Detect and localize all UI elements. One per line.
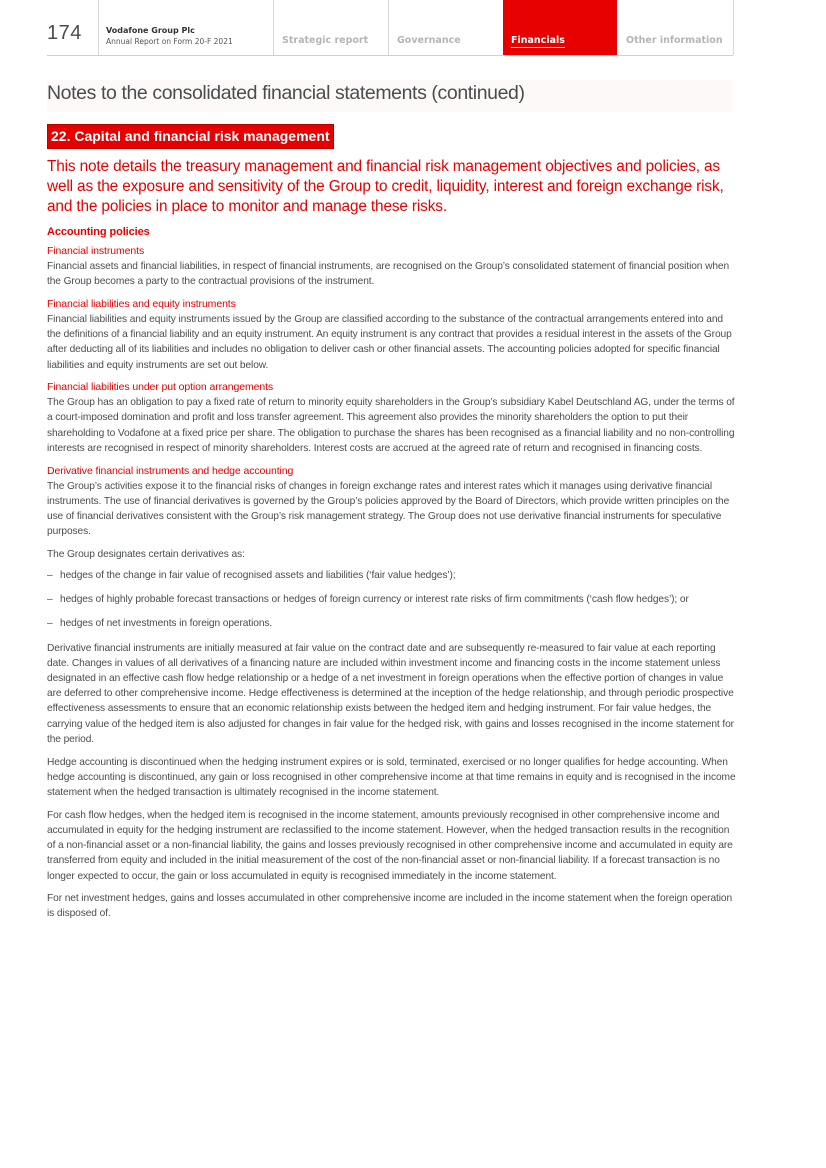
measurement-paragraph: Derivative financial instruments are initially measured at fair value on the contract date and are subsequently re-measured to fair value at each reporting date. Changes in values of all derivatives of a financing nature are included within investment income and financing costs in the income statement unless designated in an effective cash flow hedge relationship or a hedge of a net investment in foreign operations when the effective portion of changes in value are deferred to other comprehensive income. Hedge effectiveness is determined at the inception of the hedge relationship, and through periodic prospective effectiveness assessments to ensure that an economic relationship exists between the hedged item and hedging instrument. For fair value hedges, the carrying value of the hedged item is also adjusted for changes in fair value for the hedged risk, with gains and losses recognised in the income statement for the period.: [47, 642, 734, 745]
nav-tab-strategic-report[interactable]: Strategic report: [273, 0, 388, 55]
discontinued-paragraph: Hedge accounting is discontinued when the hedging instrument expires or is sold, terminated, exercised or no longer qualifies for hedge accounting. When hedge accounting is discontinued, any gain or loss recognised in other comprehensive income at that time remains in equity and is recognised in the income statement when the hedged transaction is ultimately recognised in the income statement.: [47, 756, 736, 798]
hedge-type-list: [47, 568, 737, 632]
company-name: Vodafone Group Plc: [106, 26, 195, 35]
put-option-text: The Group has an obligation to pay a fixed rate of return to minority equity shareholders in the Group’s subsidiary Kabel Deutschland AG, under the terms of a court-imposed domination and profit and loss transfer agreement. This agreement also provides the minority shareholders the option to put their shareholding to Vodafone at a fixed price per share. The obligation to purchase the shares has been recognised as a financial liability and no non-controlling interests are recognised in respect of minority shareholders. Interest costs are accrued at the agreed rate of return and recognised in financing costs.: [47, 397, 735, 454]
derivatives-heading: Derivative financial instruments and hedge accounting: [47, 464, 294, 477]
accounting-policies-heading: Accounting policies: [47, 226, 150, 238]
brand-block: [106, 26, 233, 47]
cash-flow-hedge-paragraph: For cash flow hedges, when the hedged item is recognised in the income statement, amounts previously recognised in other comprehensive income and accumulated in equity for the hedging instrument are reclassified to the income statement. However, when the hedged transaction results in the recognition of a non-financial asset or a non-financial liability, the gains and losses previously recognised in other comprehensive income and accumulated in equity are transferred from equity and included in the initial measurement of the cost of the non-financial asset or non-financial liability. If a forecast transaction is no longer expected to occur, the gain or loss accumulated in equity is recognised immediately in the income statement.: [47, 809, 733, 882]
nav-tab-financials[interactable]: Financials: [503, 0, 617, 55]
header-divider: [98, 0, 99, 55]
note-heading: 22. Capital and financial risk management: [47, 124, 334, 149]
nav-tab-governance[interactable]: Governance: [388, 0, 503, 55]
list-item: – hedges of highly probable forecast transactions or hedges of foreign currency or interest rate risks of firm commitments (‘cash flow hedges’); or: [47, 594, 689, 606]
nav-tab-other-information[interactable]: Other information: [618, 0, 734, 55]
put-option-heading: Financial liabilities under put option arrangements: [47, 381, 274, 394]
report-name: Annual Report on Form 20-F 2021: [106, 37, 233, 46]
financial-instruments-text: Financial assets and financial liabilities, in respect of financial instruments, are recognised on the Group’s consolidated statement of financial position when the Group becomes a party to the contractual provisions of the instrument.: [47, 261, 730, 288]
list-item: – hedges of the change in fair value of recognised assets and liabilities (‘fair value hedges’);: [47, 570, 456, 582]
liabilities-equity-text: Financial liabilities and equity instruments issued by the Group are classified according to the substance of the contractual arrangements entered into and the definitions of a financial liability and an equity instrument. An equity instrument is any contract that provides a residual interest in the assets of the Group after deducting all of its liabilities and includes no obligation to deliver cash or other financial assets. The accounting policies adopted for specific financial liabilities and equity instruments are set out below.: [47, 313, 732, 371]
net-investment-hedge-paragraph: For net investment hedges, gains and losses accumulated in other comprehensive income are included in the income statement when the foreign operation is disposed of.: [47, 893, 733, 920]
page-number: 174: [47, 22, 82, 44]
page-title: Notes to the consolidated financial statements (continued): [47, 82, 525, 104]
designates-text: The Group designates certain derivatives as:: [47, 548, 245, 560]
page-header: [47, 0, 733, 56]
list-item: – hedges of net investments in foreign operations.: [47, 618, 273, 630]
intro-paragraph: This note details the treasury management and financial risk management objectives and policies, as well as the exposure and sensitivity of the Group to credit, liquidity, interest and foreign exchange risk, and the policies in place to monitor and manage these risks.: [47, 158, 724, 215]
financial-instruments-heading: Financial instruments: [47, 245, 145, 257]
derivatives-text: The Group’s activities expose it to the financial risks of changes in foreign exchange rates and interest rates which it manages using derivative financial instruments. The use of financial derivatives is governed by the Group’s policies approved by the Board of Directors, which provide written principles on the use of financial derivatives consistent with the Group’s risk management strategy. The Group does not use derivative financial instruments for speculative purposes.: [47, 480, 730, 538]
liabilities-equity-heading: Financial liabilities and equity instruments: [47, 297, 236, 310]
main-content: [47, 224, 737, 929]
